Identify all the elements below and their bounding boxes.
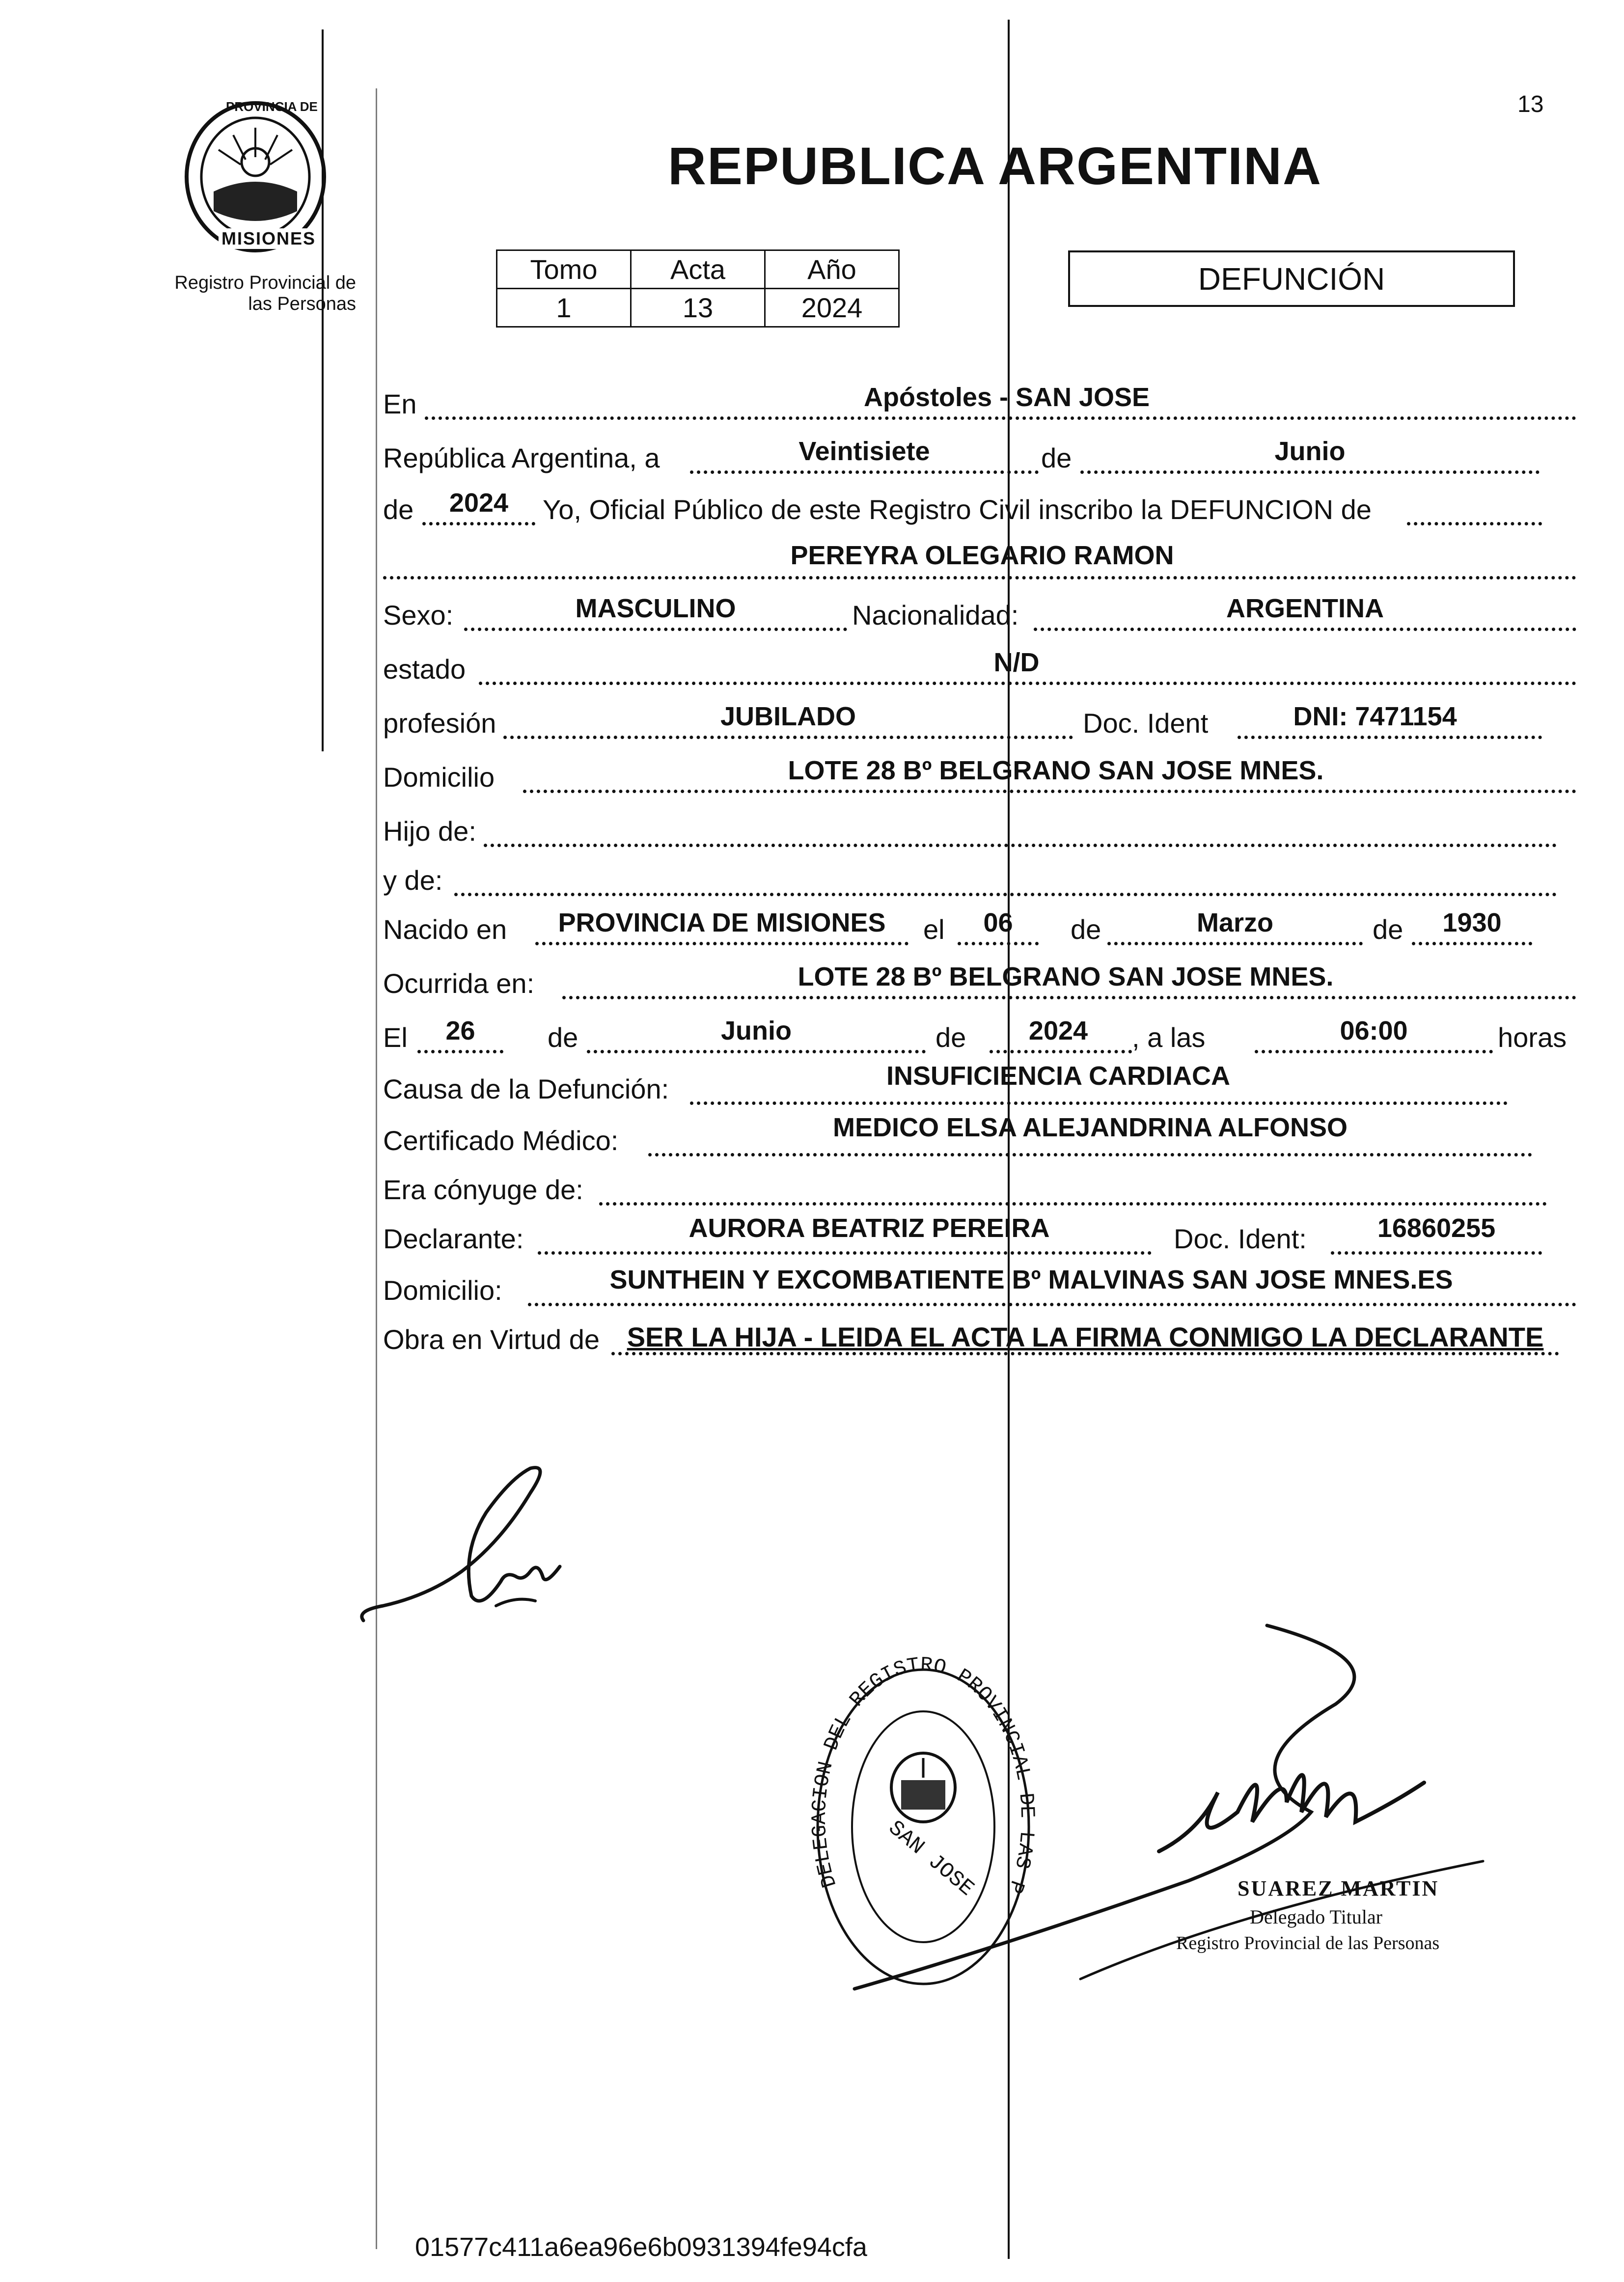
- official-office: Registro Provincial de las Personas: [1176, 1933, 1440, 1953]
- label-en: En: [383, 388, 417, 419]
- value-def-hora: 06:00: [1340, 1016, 1408, 1045]
- label-republica: República Argentina, a: [383, 442, 660, 473]
- label-yo-oficial: Yo, Oficial Público de este Registro Civil inscribo la DEFUNCION de: [543, 494, 1372, 525]
- value-domicilio: LOTE 28 Bº BELGRANO SAN JOSE MNES.: [788, 756, 1324, 785]
- field-y-de: [454, 854, 1557, 896]
- record-type-box: DEFUNCIÓN: [1068, 250, 1515, 307]
- value-nacionalidad: ARGENTINA: [1226, 594, 1384, 623]
- label-de-1: de: [1041, 442, 1072, 473]
- record-table-values: [497, 289, 899, 327]
- value-nacido-en: PROVINCIA DE MISIONES: [558, 908, 886, 937]
- value-profesion: JUBILADO: [720, 702, 856, 731]
- official-title: Delegado Titular: [1250, 1906, 1382, 1928]
- official-name: SUAREZ MARTIN: [1238, 1876, 1439, 1900]
- field-conyuge: [599, 1164, 1547, 1206]
- anio-value: 2024: [765, 289, 899, 327]
- registry-label: [160, 273, 356, 315]
- label-obra: Obra en Virtud de: [383, 1324, 600, 1355]
- page-title: REPUBLICA ARGENTINA: [668, 136, 1322, 195]
- value-dia-inscripcion: Veintisiete: [798, 437, 930, 466]
- tomo-value: 1: [497, 289, 631, 327]
- document-hash: 01577c411a6ea96e6b0931394fe94cfa: [415, 2232, 867, 2262]
- label-domicilio: Domicilio: [383, 762, 495, 793]
- anio-header: Año: [765, 250, 899, 289]
- acta-header: Acta: [631, 250, 765, 289]
- label-nacionalidad: Nacionalidad:: [852, 600, 1019, 631]
- value-nac-anio: 1930: [1442, 908, 1502, 937]
- value-def-mes: Junio: [721, 1016, 792, 1045]
- value-causa: INSUFICIENCIA CARDIACA: [886, 1061, 1230, 1091]
- label-de-3: de: [1071, 914, 1101, 945]
- label-y-de: y de:: [383, 865, 443, 896]
- value-declarante-doc: 16860255: [1377, 1213, 1496, 1243]
- tomo-header: Tomo: [497, 250, 631, 289]
- label-doc-ident-2: Doc. Ident:: [1174, 1223, 1307, 1254]
- label-El: El: [383, 1022, 408, 1053]
- seal-text-top: PROVINCIA DE: [226, 99, 318, 114]
- value-certificado: MEDICO ELSA ALEJANDRINA ALFONSO: [832, 1113, 1348, 1142]
- label-doc-ident: Doc. Ident: [1083, 708, 1209, 739]
- label-de-6: de: [936, 1022, 966, 1053]
- declarant-signature: [354, 1449, 599, 1655]
- label-de-4: de: [1373, 914, 1404, 945]
- record-table-header: [497, 250, 899, 289]
- label-hijo-de: Hijo de:: [383, 816, 476, 847]
- value-sexo: MASCULINO: [575, 594, 736, 623]
- label-profesion: profesión: [383, 708, 496, 739]
- registry-label-line2: las Personas: [248, 294, 356, 314]
- record-table: [496, 249, 900, 328]
- label-causa: Causa de la Defunción:: [383, 1073, 669, 1104]
- registry-label-line1: Registro Provincial de: [174, 273, 356, 293]
- acta-value: 13: [631, 289, 765, 327]
- value-fallecido: PEREYRA OLEGARIO RAMON: [790, 541, 1174, 570]
- label-conyuge: Era cónyuge de:: [383, 1174, 583, 1205]
- label-de-2: de: [383, 494, 414, 525]
- label-sexo: Sexo:: [383, 600, 454, 631]
- label-de-5: de: [548, 1022, 578, 1053]
- value-declarante: AURORA BEATRIZ PEREIRA: [688, 1213, 1050, 1243]
- value-obra: SER LA HIJA - LEIDA EL ACTA LA FIRMA CONMIGO LA DECLARANTE: [627, 1321, 1544, 1352]
- value-anio-inscripcion: 2024: [449, 488, 509, 518]
- value-def-dia: 26: [445, 1016, 475, 1045]
- seal-text-bottom: MISIONES: [219, 228, 319, 249]
- field-yo-tail: [1407, 484, 1542, 525]
- value-nac-mes: Marzo: [1196, 908, 1273, 937]
- value-def-anio: 2024: [1028, 1016, 1088, 1045]
- page-number: 13: [1517, 91, 1544, 117]
- value-estado: N/D: [993, 648, 1040, 677]
- provincial-seal: [179, 98, 331, 255]
- ledger-margin-line: [376, 88, 377, 2249]
- label-estado: estado: [383, 654, 466, 685]
- value-nac-dia: 06: [983, 908, 1013, 937]
- value-lugar: Apóstoles - SAN JOSE: [863, 383, 1150, 412]
- stamp-inner-text: SAN JOSE: [883, 1815, 979, 1902]
- label-a-las: , a las: [1132, 1022, 1206, 1053]
- value-ocurrida-en: LOTE 28 Bº BELGRANO SAN JOSE MNES.: [798, 962, 1334, 991]
- stamp-outer-text: DELEGACION DEL REGISTRO PROVINCIAL DE LAS P: [807, 1653, 1039, 1897]
- label-el: el: [923, 914, 945, 945]
- label-horas: horas: [1498, 1022, 1567, 1053]
- value-mes-inscripcion: Junio: [1274, 437, 1346, 466]
- field-hijo-de: [484, 805, 1557, 847]
- label-domicilio-2: Domicilio:: [383, 1275, 502, 1306]
- label-ocurrida-en: Ocurrida en:: [383, 968, 535, 999]
- label-nacido-en: Nacido en: [383, 914, 507, 945]
- label-declarante: Declarante:: [383, 1223, 524, 1254]
- value-documento: DNI: 7471154: [1293, 702, 1457, 731]
- label-certificado: Certificado Médico:: [383, 1125, 619, 1156]
- value-declarante-domicilio: SUNTHEIN Y EXCOMBATIENTE Bº MALVINAS SAN JOSE MNES.ES: [609, 1265, 1453, 1294]
